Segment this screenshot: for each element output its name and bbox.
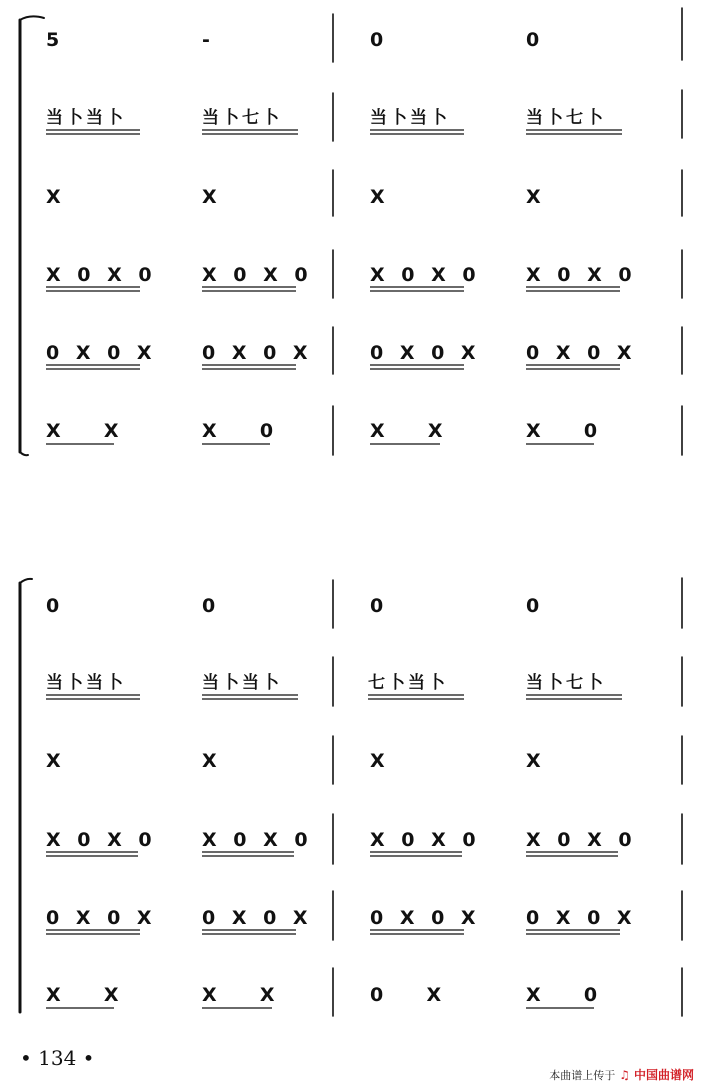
- system-2-bracket-top: [20, 579, 32, 583]
- note-cell: X 0: [526, 984, 608, 1006]
- note-cell: 当卜七卜: [202, 108, 282, 128]
- note-cell: 0: [46, 595, 65, 617]
- note-cell: X: [370, 750, 390, 772]
- note-cell: 0: [370, 595, 389, 617]
- system-1-bracket-bottom: [20, 452, 28, 455]
- note-cell: 0: [526, 595, 545, 617]
- note-cell: X: [526, 750, 546, 772]
- note-cell: X: [370, 186, 390, 208]
- note-cell: X X: [46, 420, 129, 442]
- note-cell: 当卜当卜: [46, 673, 126, 693]
- note-cell: 0 X 0 X: [202, 907, 313, 929]
- note-cell: 当卜当卜: [46, 108, 126, 128]
- note-cell: 0 X 0 X: [46, 342, 157, 364]
- note-cell: 当卜七卜: [526, 673, 606, 693]
- note-cell: 0 X 0 X: [526, 907, 637, 929]
- note-cell: X 0 X 0: [46, 829, 157, 851]
- note-cell: 0 X: [370, 984, 452, 1006]
- note-cell: X 0 X 0: [370, 829, 481, 851]
- note-cell: 0 X 0 X: [370, 342, 481, 364]
- note-cell: X: [202, 750, 222, 772]
- note-cell: X X: [202, 984, 285, 1006]
- note-cell: 0 X 0 X: [526, 342, 637, 364]
- music-note-logo-icon: ♫: [619, 1067, 630, 1082]
- note-cell: X 0 X 0: [370, 264, 481, 286]
- note-cell: 0: [370, 29, 389, 51]
- note-cell: X X: [370, 420, 453, 442]
- note-cell: 0 X 0 X: [46, 907, 157, 929]
- note-cell: X: [46, 186, 66, 208]
- page-number: • 134 •: [20, 1046, 95, 1070]
- note-cell: 当卜当卜: [370, 108, 450, 128]
- note-cell: 七卜当卜: [368, 673, 448, 693]
- note-cell: 当卜当卜: [202, 673, 282, 693]
- note-cell: 0: [526, 29, 545, 51]
- system-1-bracket-top: [20, 16, 44, 20]
- note-cell: X 0 X 0: [526, 264, 637, 286]
- watermark: [549, 1066, 694, 1083]
- note-cell: 当卜七卜: [526, 108, 606, 128]
- watermark-text: 本曲谱上传于: [549, 1068, 616, 1082]
- watermark-site: 中国曲谱网: [633, 1068, 694, 1082]
- note-cell: X 0: [202, 420, 284, 442]
- note-cell: 0: [202, 595, 221, 617]
- note-cell: X X: [46, 984, 129, 1006]
- note-cell: 5: [46, 29, 65, 51]
- note-cell: X 0: [526, 420, 608, 442]
- note-cell: X: [46, 750, 66, 772]
- note-cell: -: [202, 29, 215, 51]
- note-cell: X 0 X 0: [526, 829, 637, 851]
- note-cell: 0 X 0 X: [202, 342, 313, 364]
- note-cell: X 0 X 0: [202, 264, 313, 286]
- note-cell: X 0 X 0: [202, 829, 313, 851]
- note-cell: X: [526, 186, 546, 208]
- note-cell: X 0 X 0: [46, 264, 157, 286]
- note-cell: 0 X 0 X: [370, 907, 481, 929]
- note-cell: X: [202, 186, 222, 208]
